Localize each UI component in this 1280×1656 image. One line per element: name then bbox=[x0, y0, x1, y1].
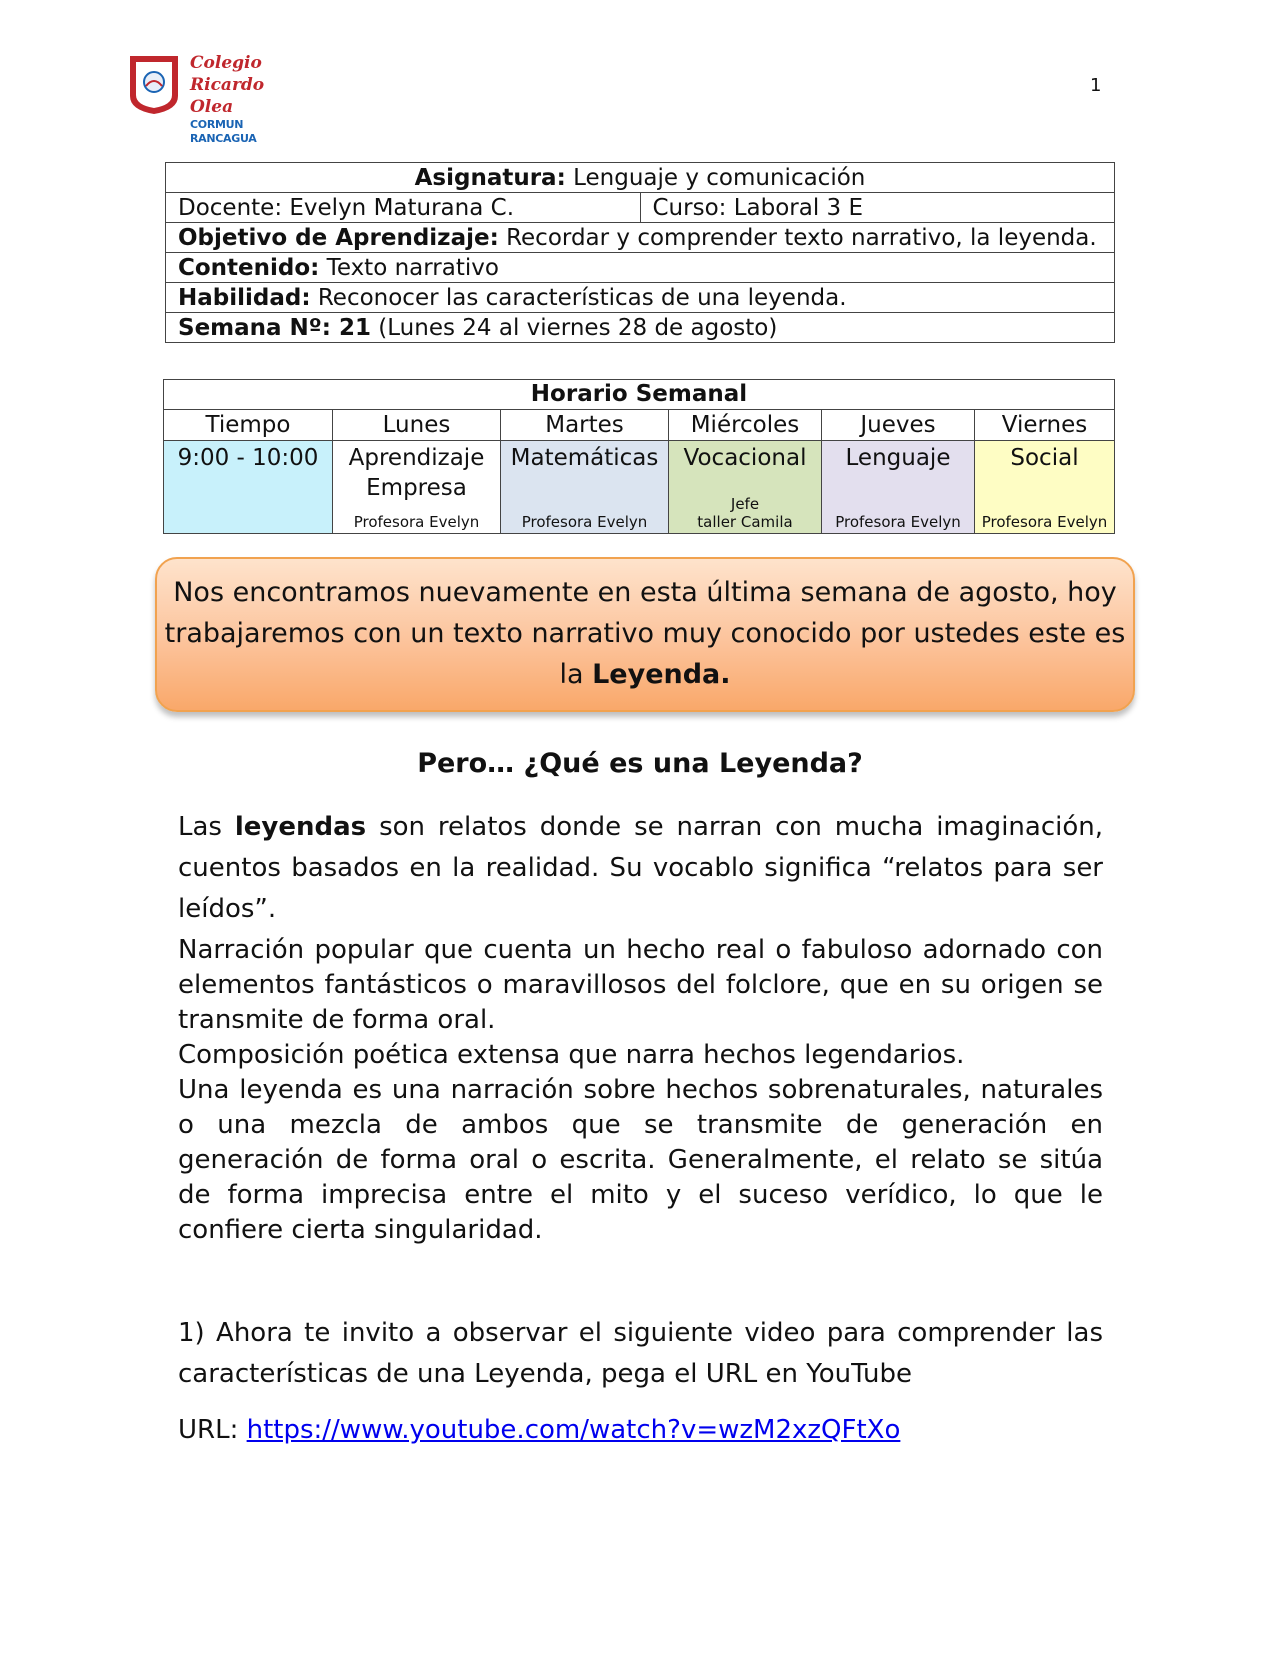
cell-jueves bbox=[822, 441, 975, 534]
time-cell bbox=[164, 441, 333, 534]
info-row-semana bbox=[166, 313, 1115, 343]
p1-rest: son relatos donde se narran con mucha imaginación, cuentos basados en la realidad. Su vocablo significa “relatos para ser leídos”. bbox=[178, 812, 1103, 924]
contenido-value: Texto narrativo bbox=[319, 254, 499, 281]
info-row-asignatura bbox=[166, 163, 1115, 193]
p1-start: Las bbox=[178, 812, 235, 842]
objetivo-label: Objetivo de Aprendizaje: bbox=[178, 224, 499, 251]
info-row-objetivo bbox=[166, 223, 1115, 253]
p2-line1: Narración popular que cuenta un hecho real o fabuloso adornado con elementos fantásticos o maravillosos del folclore, que en su origen se transmite de forma oral. bbox=[178, 935, 1103, 1035]
curso-cell: Curso: Laboral 3 E bbox=[640, 193, 1115, 223]
cell-lunes bbox=[333, 441, 501, 534]
course-info-table bbox=[165, 162, 1115, 343]
semana-value: (Lunes 24 al viernes 28 de agosto) bbox=[370, 314, 778, 341]
weekly-schedule-table bbox=[163, 379, 1115, 534]
teacher-lunes: Profesora Evelyn bbox=[353, 513, 480, 531]
info-row-contenido bbox=[166, 253, 1115, 283]
teacher-miercoles bbox=[669, 495, 821, 531]
p2-line2: Composición poética extensa que narra hechos legendarios. bbox=[178, 1040, 965, 1070]
p1-bold: leyendas bbox=[234, 812, 367, 842]
info-row-habilidad bbox=[166, 283, 1115, 313]
header-jueves: Jueves bbox=[822, 410, 975, 441]
cell-viernes bbox=[975, 441, 1115, 534]
school-logo bbox=[126, 52, 296, 145]
schedule-title: Horario Semanal bbox=[164, 380, 1115, 410]
teacher-miercoles-line2: taller Camila bbox=[697, 513, 793, 531]
header-miercoles: Miércoles bbox=[669, 410, 822, 441]
header-viernes: Viernes bbox=[975, 410, 1115, 441]
objetivo-value: Recordar y comprender texto narrativo, la leyenda. bbox=[498, 224, 1097, 251]
logo-line-name: Ricardo Olea bbox=[190, 75, 265, 117]
logo-line-colegio: Colegio bbox=[190, 53, 262, 73]
habilidad-label: Habilidad: bbox=[178, 284, 311, 311]
teacher-miercoles-line1: Jefe bbox=[730, 495, 760, 513]
section-heading: Pero… ¿Qué es una Leyenda? bbox=[417, 748, 863, 779]
url-line bbox=[178, 1415, 900, 1445]
logo-line-cormun: CORMUN RANCAGUA bbox=[190, 118, 257, 145]
teacher-viernes: Profesora Evelyn bbox=[981, 513, 1108, 531]
header-lunes: Lunes bbox=[333, 410, 501, 441]
intro-callout bbox=[155, 557, 1135, 712]
paragraph-definition bbox=[178, 807, 1103, 930]
callout-text: Nos encontramos nuevamente en esta última semana de agosto, hoy trabajaremos con un texto narrativo muy conocido por ustedes este es la bbox=[164, 577, 1126, 690]
school-crest-icon bbox=[126, 52, 182, 116]
url-label: URL: bbox=[178, 1415, 247, 1445]
schedule-row-9-10 bbox=[164, 441, 1115, 534]
asignatura-value: Lenguaje y comunicación bbox=[565, 164, 866, 191]
cell-miercoles bbox=[669, 441, 822, 534]
youtube-link[interactable]: https://www.youtube.com/watch?v=wzM2xzQFtXo bbox=[246, 1415, 901, 1445]
asignatura-label: Asignatura: bbox=[414, 164, 566, 191]
subject-jueves: Lenguaje bbox=[845, 445, 951, 471]
docente-cell: Docente: Evelyn Maturana C. bbox=[166, 193, 641, 223]
header-tiempo: Tiempo bbox=[164, 410, 333, 441]
subject-viernes: Social bbox=[1010, 445, 1079, 471]
instruction-paragraph: 1) Ahora te invito a observar el siguiente video para comprender las características de una Leyenda, pega el URL en YouTube bbox=[178, 1318, 1103, 1389]
paragraph-details bbox=[178, 933, 1103, 1248]
header-martes: Martes bbox=[501, 410, 669, 441]
p2-line3: Una leyenda es una narración sobre hechos sobrenaturales, naturales o una mezcla de ambos que se transmite de generación en generación de forma oral o escrita. Generalmente, el relato se sitúa de forma imprecisa entre el mito y el suceso verídico, lo que le confiere cierta singularidad. bbox=[178, 1075, 1103, 1245]
semana-label: Semana Nº: 21 bbox=[178, 314, 371, 341]
time-value: 9:00 - 10:00 bbox=[177, 445, 319, 471]
schedule-header-row bbox=[164, 410, 1115, 441]
teacher-martes: Profesora Evelyn bbox=[521, 513, 648, 531]
info-row-docente bbox=[166, 193, 1115, 223]
cell-martes bbox=[501, 441, 669, 534]
subject-martes: Matemáticas bbox=[510, 445, 659, 471]
subject-lunes: Aprendizaje Empresa bbox=[348, 445, 485, 501]
habilidad-value: Reconocer las características de una leyenda. bbox=[310, 284, 847, 311]
page-number: 1 bbox=[1090, 75, 1102, 96]
callout-bold: Leyenda. bbox=[592, 659, 731, 690]
subject-miercoles: Vocacional bbox=[683, 445, 807, 471]
teacher-jueves: Profesora Evelyn bbox=[835, 513, 961, 531]
contenido-label: Contenido: bbox=[178, 254, 320, 281]
